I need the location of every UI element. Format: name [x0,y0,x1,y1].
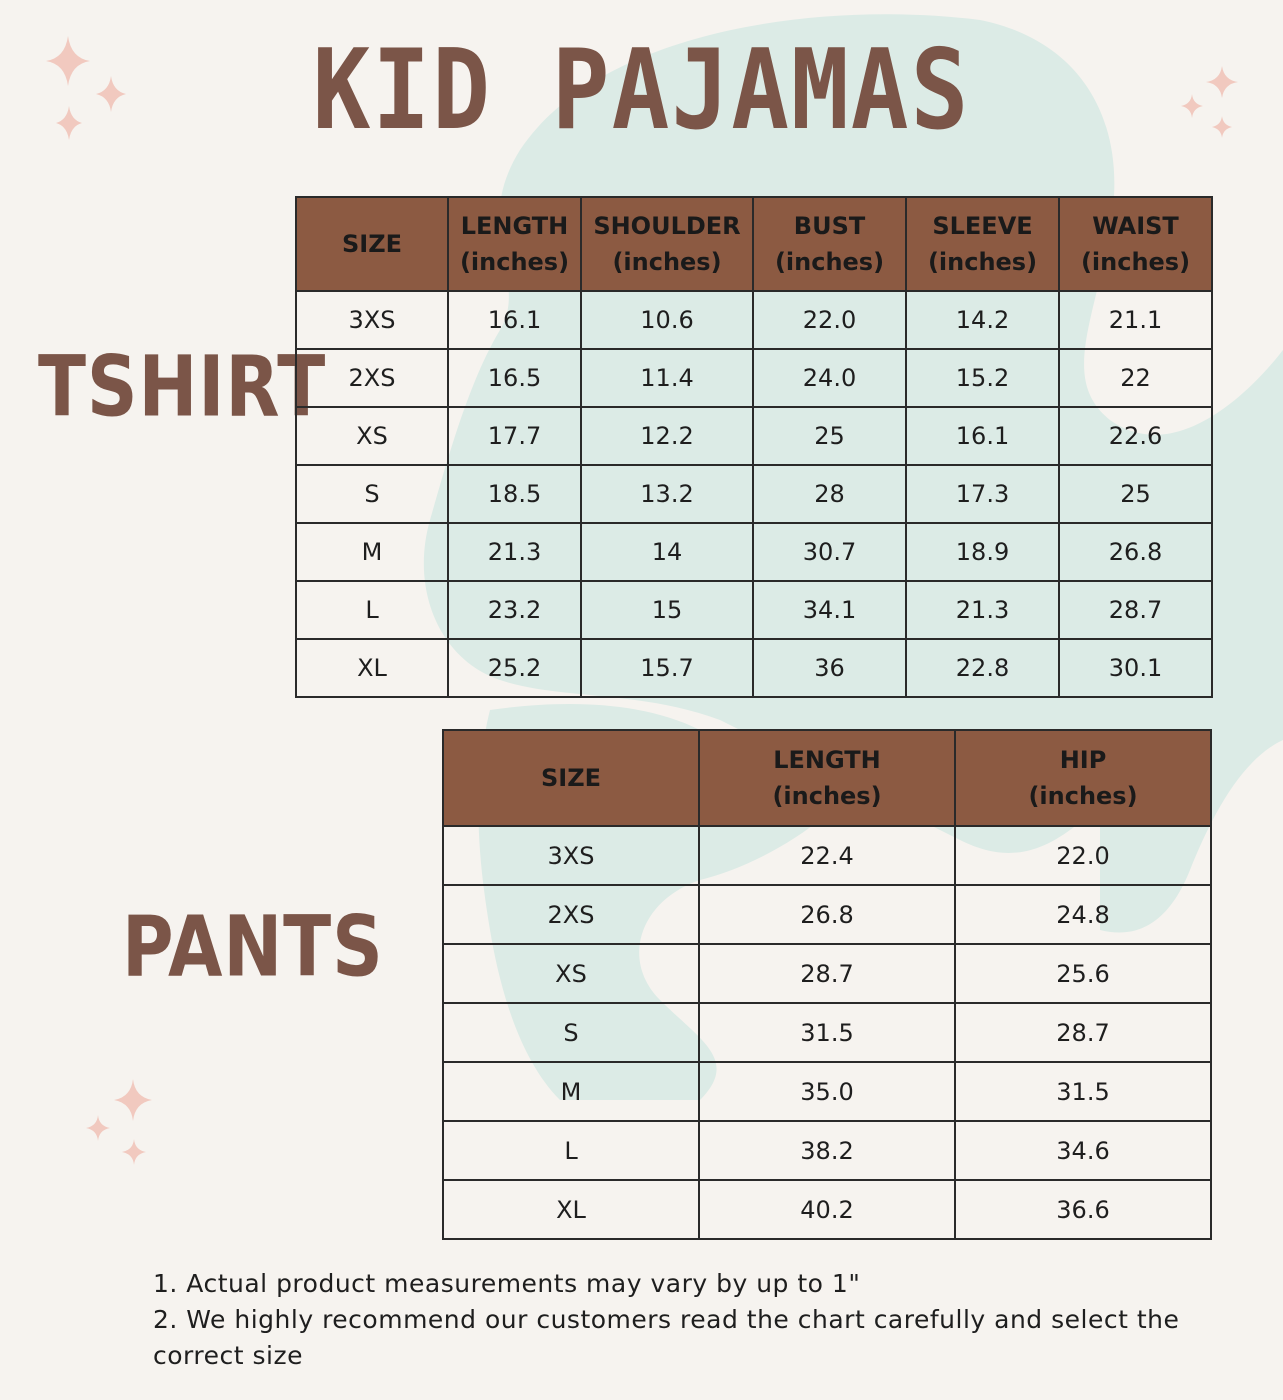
shoulder-cell: 13.2 [581,465,753,523]
hip-cell: 31.5 [955,1062,1211,1121]
sparkle-cluster-bottom-left [82,1075,162,1170]
sleeve-cell: 16.1 [906,407,1059,465]
bust-cell: 24.0 [753,349,906,407]
size-cell: S [443,1003,699,1062]
length-cell: 25.2 [448,639,581,697]
length-cell: 28.7 [699,944,955,1003]
header-bust: BUST (inches) [753,197,906,291]
sleeve-cell: 21.3 [906,581,1059,639]
length-cell: 35.0 [699,1062,955,1121]
length-cell: 40.2 [699,1180,955,1239]
length-cell: 38.2 [699,1121,955,1180]
shoulder-cell: 11.4 [581,349,753,407]
sleeve-cell: 15.2 [906,349,1059,407]
sparkle-icon [86,1115,110,1141]
length-cell: 21.3 [448,523,581,581]
sleeve-cell: 14.2 [906,291,1059,349]
waist-cell: 22 [1059,349,1212,407]
table-row [443,944,1211,1003]
length-cell: 16.5 [448,349,581,407]
header-size: SIZE [443,730,699,826]
pants-size-table [442,729,1212,1240]
hip-cell: 22.0 [955,826,1211,885]
table-row [443,885,1211,944]
length-cell: 16.1 [448,291,581,349]
header-shoulder: SHOULDER (inches) [581,197,753,291]
size-cell: 2XS [443,885,699,944]
header-length: LENGTH (inches) [699,730,955,826]
size-cell: 3XS [296,291,448,349]
hip-cell: 28.7 [955,1003,1211,1062]
shoulder-cell: 12.2 [581,407,753,465]
table-row [296,523,1212,581]
note-item: 2. We highly recommend our customers read the chart carefully and select the correct size [153,1305,1180,1370]
header-length: LENGTH (inches) [448,197,581,291]
length-cell: 22.4 [699,826,955,885]
shoulder-cell: 14 [581,523,753,581]
bust-cell: 36 [753,639,906,697]
table-row [443,1180,1211,1239]
bust-cell: 25 [753,407,906,465]
waist-cell: 22.6 [1059,407,1212,465]
size-cell: XS [443,944,699,1003]
length-cell: 26.8 [699,885,955,944]
length-cell: 18.5 [448,465,581,523]
shoulder-cell: 10.6 [581,291,753,349]
tshirt-size-table [295,196,1213,698]
waist-cell: 26.8 [1059,523,1212,581]
table-row [296,291,1212,349]
size-cell: XL [443,1180,699,1239]
hip-cell: 34.6 [955,1121,1211,1180]
shoulder-cell: 15.7 [581,639,753,697]
header-size: SIZE [296,197,448,291]
table-header-row [296,197,1212,291]
size-cell: M [296,523,448,581]
table-row [296,639,1212,697]
hip-cell: 24.8 [955,885,1211,944]
sparkle-icon [122,1139,146,1165]
header-hip: HIP (inches) [955,730,1211,826]
table-row [296,407,1212,465]
sleeve-cell: 18.9 [906,523,1059,581]
sparkle-icon [114,1079,152,1121]
page-title: KID PAJAMAS [312,25,971,155]
size-cell: M [443,1062,699,1121]
bust-cell: 22.0 [753,291,906,349]
table-row [443,1121,1211,1180]
size-cell: XL [296,639,448,697]
waist-cell: 21.1 [1059,291,1212,349]
size-cell: XS [296,407,448,465]
table-row [296,581,1212,639]
size-cell: 2XS [296,349,448,407]
length-cell: 31.5 [699,1003,955,1062]
size-cell: L [296,581,448,639]
pants-section-label: PANTS [122,898,384,996]
waist-cell: 25 [1059,465,1212,523]
bust-cell: 34.1 [753,581,906,639]
waist-cell: 30.1 [1059,639,1212,697]
bust-cell: 30.7 [753,523,906,581]
table-row [443,1062,1211,1121]
waist-cell: 28.7 [1059,581,1212,639]
hip-cell: 25.6 [955,944,1211,1003]
table-row [296,349,1212,407]
size-cell: S [296,465,448,523]
table-header-row [443,730,1211,826]
size-cell: 3XS [443,826,699,885]
table-row [443,1003,1211,1062]
note-item: 1. Actual product measurements may vary by up to 1" [153,1269,861,1298]
header-sleeve: SLEEVE (inches) [906,197,1059,291]
size-cell: L [443,1121,699,1180]
table-row [443,826,1211,885]
bust-cell: 28 [753,465,906,523]
shoulder-cell: 15 [581,581,753,639]
table-row [296,465,1212,523]
length-cell: 23.2 [448,581,581,639]
notes [153,1266,1233,1374]
sleeve-cell: 22.8 [906,639,1059,697]
sleeve-cell: 17.3 [906,465,1059,523]
header-waist: WAIST (inches) [1059,197,1212,291]
length-cell: 17.7 [448,407,581,465]
hip-cell: 36.6 [955,1180,1211,1239]
tshirt-section-label: TSHIRT [38,338,327,436]
